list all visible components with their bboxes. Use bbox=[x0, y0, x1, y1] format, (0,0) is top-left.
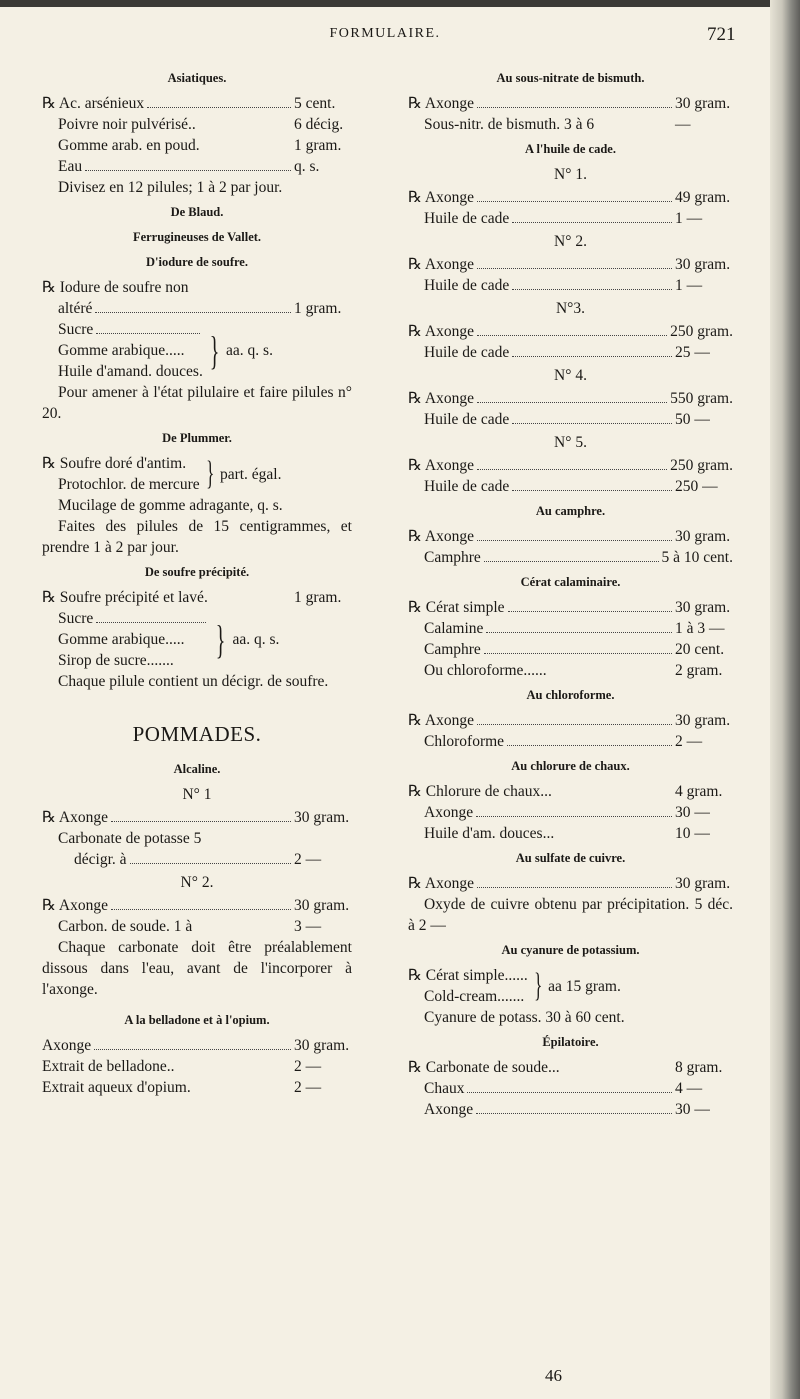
brace-item bbox=[42, 319, 203, 340]
row-value: q. s. bbox=[294, 158, 320, 175]
row-label: Camphre bbox=[424, 641, 481, 658]
brace-symbol: } bbox=[205, 455, 214, 492]
recipe-row bbox=[408, 618, 733, 639]
recipe-row bbox=[408, 597, 733, 618]
row-label: Huile de cade bbox=[424, 478, 510, 495]
recipe-row bbox=[42, 1077, 352, 1098]
row-value: 2 gram. bbox=[675, 662, 723, 679]
recipe-epilatoire bbox=[408, 1032, 733, 1120]
dot-leader bbox=[476, 1113, 672, 1114]
formula-number: N° 1. bbox=[554, 166, 587, 183]
row-label: Axonge bbox=[42, 1037, 92, 1054]
dot-leader bbox=[476, 816, 672, 817]
dot-leader bbox=[477, 402, 667, 403]
recipe-blaud bbox=[42, 202, 352, 424]
formula-number: N°3. bbox=[555, 300, 586, 317]
recipe-row bbox=[408, 660, 733, 681]
row-label: Carbon. de soude. 1 à bbox=[58, 918, 193, 935]
brace-item: ℞ Cérat simple...... bbox=[408, 967, 528, 984]
row-label: Gomme arabique..... bbox=[58, 342, 185, 359]
row-value: 1 à 3 — bbox=[675, 620, 725, 637]
row-value: 1 gram. bbox=[294, 589, 342, 606]
recipe-row bbox=[408, 873, 733, 894]
dot-leader bbox=[94, 1049, 291, 1050]
page-right-edge bbox=[770, 0, 800, 1399]
row-label: ℞ Axonge bbox=[42, 897, 108, 914]
recipe-note: Pour amener à l'état pilulaire et faire pilules n° 20. bbox=[42, 384, 352, 422]
recipe-note: Cyanure de potass. 30 à 60 cent. bbox=[424, 1009, 625, 1026]
dot-leader bbox=[512, 490, 672, 491]
dot-leader bbox=[477, 724, 672, 725]
dot-leader bbox=[477, 268, 672, 269]
row-label: ℞ Axonge bbox=[408, 875, 474, 892]
row-value: 25 — bbox=[675, 344, 710, 361]
recipe-row bbox=[42, 156, 352, 177]
row-label: Huile de cade bbox=[424, 411, 510, 428]
row-value: 3 — bbox=[294, 918, 322, 935]
row-label: ℞ Axonge bbox=[408, 323, 474, 340]
dot-leader bbox=[512, 423, 672, 424]
recipe-row bbox=[42, 587, 352, 608]
dot-leader bbox=[477, 887, 672, 888]
dot-leader bbox=[96, 333, 200, 334]
recipe-row bbox=[42, 135, 352, 156]
row-label: Huile de cade bbox=[424, 344, 510, 361]
recipe-row bbox=[408, 254, 733, 275]
row-label: ℞ Cérat simple bbox=[408, 599, 505, 616]
row-label: Extrait aqueux d'opium. bbox=[42, 1079, 191, 1096]
row-label: Carbonate de potasse 5 bbox=[58, 830, 202, 847]
brace-symbol: } bbox=[533, 967, 543, 1004]
row-label: Eau bbox=[58, 158, 83, 175]
brace-item bbox=[42, 361, 203, 382]
heading-calaminaire: Cérat calaminaire. bbox=[520, 575, 621, 589]
dot-leader bbox=[111, 821, 291, 822]
brace-item bbox=[42, 629, 209, 650]
recipe-row bbox=[408, 208, 733, 229]
brace-item: Cold-cream....... bbox=[424, 988, 525, 1005]
dot-leader bbox=[512, 222, 672, 223]
row-value: 30 gram. bbox=[294, 1037, 350, 1054]
dot-leader bbox=[85, 170, 291, 171]
brace-group bbox=[408, 965, 733, 1007]
recipe-row bbox=[408, 455, 733, 476]
row-value: 250 — bbox=[675, 478, 718, 495]
brace-symbol: } bbox=[216, 616, 226, 662]
heading-chloroforme: Au chloroforme. bbox=[526, 688, 615, 702]
recipe-row bbox=[408, 547, 733, 568]
brace-symbol: } bbox=[209, 327, 220, 373]
heading-cade: A l'huile de cade. bbox=[525, 142, 616, 156]
row-label: Huile d'amand. douces. bbox=[58, 363, 203, 380]
left-column bbox=[42, 64, 352, 1098]
row-value: 250 gram. bbox=[670, 457, 733, 474]
row-value: 2 — bbox=[294, 851, 322, 868]
heading-soufre: De soufre précipité. bbox=[144, 565, 250, 579]
recipe-cuivre bbox=[408, 848, 733, 936]
row-label: ℞ Axonge bbox=[408, 256, 474, 273]
brace-items bbox=[42, 453, 200, 495]
recipe-row bbox=[408, 93, 733, 114]
recipe-row bbox=[408, 731, 733, 752]
row-label: Calamine bbox=[424, 620, 484, 637]
row-label: ℞ Axonge bbox=[408, 712, 474, 729]
brace-value: aa. q. s. bbox=[226, 342, 273, 359]
row-value: 30 gram. bbox=[675, 256, 731, 273]
row-label: ℞ Soufre précipité et lavé. bbox=[42, 589, 208, 606]
brace-item bbox=[42, 608, 209, 629]
row-label: Huile de cade bbox=[424, 277, 510, 294]
page-header bbox=[0, 24, 770, 48]
formula-number: N° 4. bbox=[554, 367, 587, 384]
heading-belladone: A la belladone et à l'opium. bbox=[124, 1013, 270, 1027]
page-number: 721 bbox=[707, 24, 736, 45]
row-label: ℞ Ac. arsénieux bbox=[42, 95, 145, 112]
heading-epilatoire: Épilatoire. bbox=[542, 1035, 599, 1049]
row-label: ℞ Chlorure de chaux... bbox=[408, 783, 552, 800]
recipe-row bbox=[42, 828, 352, 849]
recipe-asiatiques bbox=[42, 68, 352, 198]
row-value: 50 — bbox=[675, 411, 710, 428]
row-value: 20 cent. bbox=[675, 641, 725, 658]
heading-iodure: D'iodure de soufre. bbox=[146, 255, 248, 269]
recipe-row bbox=[42, 1056, 352, 1077]
row-value: 49 gram. bbox=[675, 189, 731, 206]
heading-blaud: De Blaud. bbox=[170, 205, 224, 219]
row-value: 30 gram. bbox=[675, 875, 731, 892]
recipe-row bbox=[408, 114, 733, 135]
recipe-note: Oxyde de cuivre obtenu par précipitation. 5 déc. à 2 — bbox=[408, 896, 733, 934]
recipe-note: Faites des pilules de 15 centigrammes, et prendre 1 à 2 par jour. bbox=[42, 518, 352, 556]
brace-value: aa. q. s. bbox=[232, 631, 280, 648]
heading-chaux: Au chlorure de chaux. bbox=[511, 759, 630, 773]
formula-number: N° 5. bbox=[554, 434, 587, 451]
row-label: Sucre bbox=[58, 610, 94, 627]
dot-leader bbox=[484, 561, 659, 562]
row-value: 2 — bbox=[675, 733, 703, 750]
recipe-row bbox=[408, 275, 733, 296]
recipe-belladone bbox=[42, 1010, 352, 1098]
row-label: Chloroforme bbox=[424, 733, 505, 750]
row-label: décigr. à bbox=[74, 851, 127, 868]
row-value: 30 gram. bbox=[675, 95, 731, 112]
row-label: ℞ Axonge bbox=[408, 528, 474, 545]
heading-alcaline: Alcaline. bbox=[173, 762, 221, 776]
dot-leader bbox=[484, 653, 672, 654]
page-top-edge bbox=[0, 0, 800, 7]
recipe-line: Mucilage de gomme adragante, q. s. bbox=[58, 497, 283, 514]
subheading-vallet: Ferrugineuses de Vallet. bbox=[132, 230, 262, 244]
row-value: 30 gram. bbox=[675, 528, 731, 545]
recipe-row bbox=[408, 1057, 733, 1078]
row-label: ℞ Axonge bbox=[408, 95, 474, 112]
recipe-plummer bbox=[42, 428, 352, 558]
brace-item bbox=[42, 650, 209, 671]
row-value: 30 — bbox=[675, 804, 710, 821]
brace-group bbox=[42, 608, 352, 671]
dot-leader bbox=[95, 312, 291, 313]
row-value: 30 gram. bbox=[675, 712, 731, 729]
recipe-note: Chaque pilule contient un décigr. de soufre. bbox=[58, 673, 329, 690]
row-label: Ou chloroforme...... bbox=[424, 662, 547, 679]
recipe-chaux bbox=[408, 756, 733, 844]
row-value: 1 gram. bbox=[294, 137, 342, 154]
recipe-row bbox=[408, 409, 733, 430]
formula-number: N° 2. bbox=[554, 233, 587, 250]
dot-leader bbox=[477, 335, 667, 336]
recipe-note: Divisez en 12 pilules; 1 à 2 par jour. bbox=[58, 179, 283, 196]
row-label: Camphre bbox=[424, 549, 481, 566]
brace-group bbox=[42, 319, 352, 382]
right-column bbox=[408, 64, 733, 1120]
row-label: ℞ Axonge bbox=[42, 809, 108, 826]
dot-leader bbox=[507, 745, 672, 746]
row-value: 30 gram. bbox=[294, 897, 350, 914]
row-value: — bbox=[675, 116, 691, 133]
row-label: ℞ Carbonate de soude... bbox=[408, 1059, 560, 1076]
dot-leader bbox=[512, 289, 672, 290]
dot-leader bbox=[147, 107, 291, 108]
dot-leader bbox=[96, 622, 206, 623]
recipe-row bbox=[408, 802, 733, 823]
brace-item bbox=[42, 340, 203, 361]
row-label: Extrait de belladone.. bbox=[42, 1058, 175, 1075]
row-value: 8 gram. bbox=[675, 1059, 723, 1076]
cade-groups bbox=[408, 164, 733, 497]
recipe-soufre bbox=[42, 562, 352, 692]
recipe-alcaline bbox=[42, 759, 352, 1000]
row-value: 1 — bbox=[675, 210, 703, 227]
dot-leader bbox=[111, 909, 291, 910]
row-value: 2 — bbox=[294, 1058, 322, 1075]
recipe-bismuth bbox=[408, 68, 733, 135]
heading-asiatiques: Asiatiques. bbox=[167, 71, 227, 85]
row-value: 2 — bbox=[294, 1079, 322, 1096]
heading-camphre: Au camphre. bbox=[535, 504, 606, 518]
recipe-row bbox=[42, 916, 352, 937]
row-label: Sucre bbox=[58, 321, 94, 338]
brace-items bbox=[42, 608, 209, 671]
row-label: Axonge bbox=[424, 1101, 474, 1118]
dot-leader bbox=[130, 863, 291, 864]
recipe-note: Chaque carbonate doit être préalablement dissous dans l'eau, avant de l'incorporer à l'axonge. bbox=[42, 939, 352, 998]
recipe-row bbox=[42, 298, 352, 319]
row-label: Sous-nitr. de bismuth. 3 à 6 bbox=[424, 116, 595, 133]
recipe-row bbox=[408, 639, 733, 660]
recipe-cyanure bbox=[408, 940, 733, 1028]
row-value: 250 gram. bbox=[670, 323, 733, 340]
recipe-row bbox=[408, 476, 733, 497]
signature-mark: 46 bbox=[545, 1366, 562, 1385]
brace-item: Protochlor. de mercure bbox=[58, 476, 200, 493]
row-label: Huile de cade bbox=[424, 210, 510, 227]
heading-plummer: De Plummer. bbox=[162, 431, 232, 445]
section-title-pommades: POMMADES. bbox=[132, 722, 262, 746]
recipe-calaminaire bbox=[408, 572, 733, 681]
row-label: ℞ Axonge bbox=[408, 189, 474, 206]
dot-leader bbox=[467, 1092, 672, 1093]
row-label: Sirop de sucre....... bbox=[58, 652, 174, 669]
recipe-chloroforme bbox=[408, 685, 733, 752]
brace-items bbox=[42, 319, 203, 382]
recipe-row bbox=[408, 710, 733, 731]
brace-value: aa 15 gram. bbox=[548, 977, 621, 995]
heading-bismuth: Au sous-nitrate de bismuth. bbox=[496, 71, 645, 85]
row-value: 30 gram. bbox=[294, 809, 350, 826]
row-label: Huile d'am. douces... bbox=[424, 825, 555, 842]
recipe-line: ℞ Iodure de soufre non bbox=[42, 279, 189, 296]
recipe-row bbox=[42, 114, 352, 135]
recipe-row bbox=[408, 187, 733, 208]
row-label: ℞ Axonge bbox=[408, 390, 474, 407]
row-value: 5 cent. bbox=[294, 95, 336, 112]
recipe-row bbox=[42, 807, 352, 828]
dot-leader bbox=[477, 201, 672, 202]
row-value: 30 — bbox=[675, 1101, 710, 1118]
recipe-row bbox=[42, 895, 352, 916]
row-label: Gomme arabique..... bbox=[58, 631, 185, 648]
formula-number: N° 2. bbox=[180, 874, 214, 891]
brace-value: part. égal. bbox=[219, 465, 282, 483]
heading-cuivre: Au sulfate de cuivre. bbox=[515, 851, 626, 865]
running-title: FORMULAIRE. bbox=[329, 26, 441, 41]
dot-leader bbox=[477, 540, 672, 541]
brace-item: ℞ Soufre doré d'antim. bbox=[42, 455, 187, 472]
recipe-row bbox=[408, 342, 733, 363]
dot-leader bbox=[477, 469, 667, 470]
row-value: 4 gram. bbox=[675, 783, 723, 800]
row-value: 5 à 10 cent. bbox=[661, 549, 733, 566]
row-label: Chaux bbox=[424, 1080, 465, 1097]
row-value: 10 — bbox=[675, 825, 710, 842]
recipe-row bbox=[408, 321, 733, 342]
recipe-row bbox=[408, 1099, 733, 1120]
recipe-row bbox=[408, 388, 733, 409]
recipe-camphre bbox=[408, 501, 733, 568]
row-value: 1 gram. bbox=[294, 300, 342, 317]
row-value: 6 décig. bbox=[294, 116, 344, 133]
dot-leader bbox=[477, 107, 672, 108]
heading-cyanure: Au cyanure de potassium. bbox=[501, 943, 640, 957]
dot-leader bbox=[486, 632, 672, 633]
row-value: 30 gram. bbox=[675, 599, 731, 616]
recipe-row bbox=[408, 526, 733, 547]
row-label: Gomme arab. en poud. bbox=[58, 137, 200, 154]
brace-items bbox=[408, 965, 528, 1007]
dot-leader bbox=[512, 356, 672, 357]
row-value: 4 — bbox=[675, 1080, 703, 1097]
recipe-row bbox=[408, 781, 733, 802]
recipe-row bbox=[408, 1078, 733, 1099]
row-value: 1 — bbox=[675, 277, 703, 294]
row-value: 550 gram. bbox=[670, 390, 733, 407]
row-label: altéré bbox=[58, 300, 93, 317]
row-label: Axonge bbox=[424, 804, 474, 821]
recipe-row bbox=[42, 1035, 352, 1056]
formula-number: N° 1 bbox=[182, 786, 212, 803]
recipe-cade bbox=[408, 139, 733, 497]
recipe-row bbox=[42, 849, 352, 870]
row-label: ℞ Axonge bbox=[408, 457, 474, 474]
recipe-row bbox=[42, 93, 352, 114]
recipe-row bbox=[408, 823, 733, 844]
dot-leader bbox=[508, 611, 672, 612]
brace-group bbox=[42, 453, 352, 495]
row-label: Poivre noir pulvérisé.. bbox=[58, 116, 196, 133]
